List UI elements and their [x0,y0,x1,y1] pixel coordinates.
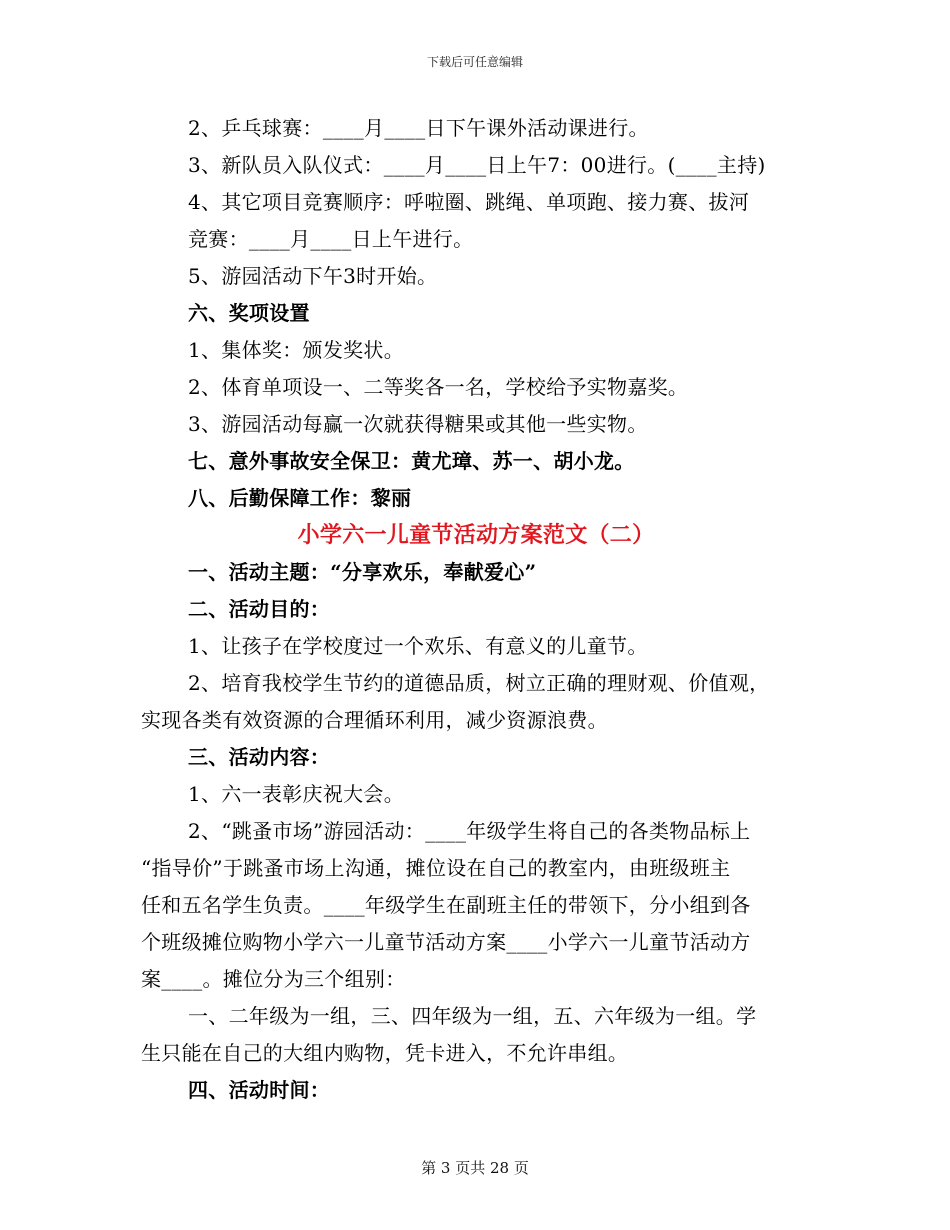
paragraph-line: 2、“跳蚤市场”游园活动：____年级学生将自己的各类物品标上 [188,819,751,843]
document-title: 小学六一儿童节活动方案范文（二） [297,522,655,548]
paragraph-line: 2、乒乓球赛：____月____日下午课外活动课进行。 [188,116,649,140]
paragraph-line: 个班级摊位购物小学六一儿童节活动方案____小学六一儿童节活动方 [141,930,751,954]
paragraph-line: 竞赛：____月____日上午进行。 [188,227,474,251]
page-header: 下载后可任意编辑 [426,55,523,69]
section-heading: 四、活动时间： [188,1078,331,1102]
section-heading: 六、奖项设置 [188,301,310,325]
document-body [141,110,811,1109]
paragraph-line: “指导价”于跳蚤市场上沟通，摊位设在自己的教室内，由班级班主 [141,856,731,880]
paragraph-line: 1、让孩子在学校度过一个欢乐、有意义的儿童节。 [188,634,648,658]
paragraph-line: 4、其它项目竞赛顺序：呼啦圈、跳绳、单项跑、接力赛、拔河 [188,190,750,214]
section-heading: 二、活动目的： [188,597,331,621]
paragraph-line: 生只能在自己的大组内购物，凭卡进入，不允许串组。 [141,1041,629,1065]
paragraph-line: 案____。摊位分为三个组别： [141,967,406,991]
section-heading: 八、后勤保障工作：黎丽 [188,486,412,510]
paragraph-line: 一、二年级为一组，三、四年级为一组，五、六年级为一组。学 [188,1004,757,1028]
paragraph-line: 实现各类有效资源的合理循环利用，减少资源浪费。 [141,708,608,732]
paragraph-line: 任和五名学生负责。____年级学生在副班主任的带领下，分小组到各 [141,893,751,917]
paragraph-line: 1、六一表彰庆祝大会。 [188,782,405,806]
section-heading: 一、活动主题：“分享欢乐，奉献爱心” [188,560,537,584]
section-heading: 七、意外事故安全保卫：黄尤璋、苏一、胡小龙。 [188,449,635,473]
paragraph-line: 2、体育单项设一、二等奖各一名，学校给予实物嘉奖。 [188,375,689,399]
page-footer: 第 3 页共 28 页 [421,1159,529,1177]
paragraph-line: 5、游园活动下午3时开始。 [188,264,438,288]
paragraph-line: 3、新队员入队仪式：____月____日上午7：00进行。(____主持) [188,153,766,177]
section-heading: 三、活动内容： [188,745,331,769]
paragraph-line: 3、游园活动每赢一次就获得糖果或其他一些实物。 [188,412,648,436]
paragraph-line: 1、集体奖：颁发奖状。 [188,338,405,362]
paragraph-line: 2、培育我校学生节约的道德品质，树立正确的理财观、价值观， [188,671,770,695]
